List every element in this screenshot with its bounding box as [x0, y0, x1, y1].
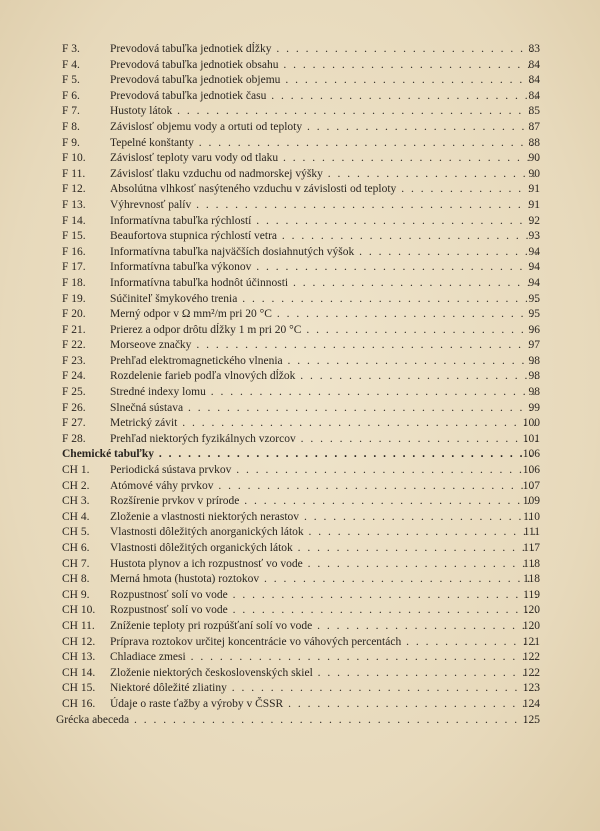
entry-title: Niektoré dôležité zliatiny . . . — [110, 681, 538, 697]
entry-title: Prehľad niektorých fyzikálnych vzorcov . . . — [110, 432, 538, 448]
entry-code: CH 4. — [62, 510, 90, 523]
entry-title: Prevodová tabuľka jednotiek objemu . . . — [110, 73, 538, 89]
entry-page: 101 — [522, 432, 540, 445]
entry-code: F 28. — [62, 432, 86, 445]
entry-page: 122 — [522, 651, 540, 664]
entry-title: Zloženie niektorých československých skiel . . . — [110, 666, 538, 682]
entry-code: CH 16. — [62, 697, 96, 710]
entry-page: 94 — [528, 276, 540, 289]
entry-title: Závislosť tlaku vzduchu od nadmorskej výšky . . . — [110, 167, 538, 183]
entry-title: Hustoty látok . . . — [110, 104, 538, 120]
entry-page: 83 — [528, 43, 540, 55]
toc-entry — [0, 307, 600, 323]
entry-title: Morseove značky . . . — [110, 338, 538, 354]
section-title: Chemické tabuľky . . . — [62, 447, 538, 463]
entry-page: 100 — [522, 417, 540, 430]
physics-tables-list — [0, 42, 600, 447]
toc-entry — [0, 666, 600, 682]
toc-entry — [0, 697, 600, 713]
entry-page: 91 — [528, 198, 540, 211]
entry-title: Prevodová tabuľka jednotiek obsahu . . . — [110, 58, 538, 74]
entry-page: 122 — [522, 666, 540, 679]
entry-title: Informatívna tabuľka najväčších dosiahnutých výšok . . . — [110, 245, 538, 261]
entry-page: 99 — [528, 401, 540, 414]
toc-entry — [0, 525, 600, 541]
entry-code: CH 12. — [62, 635, 96, 648]
table-of-contents — [0, 42, 600, 728]
toc-entry — [0, 494, 600, 510]
toc-entry — [0, 635, 600, 651]
entry-page: 111 — [523, 526, 540, 539]
entry-page: 120 — [522, 604, 540, 617]
entry-title: Zloženie a vlastnosti niektorých nerastov . . . — [110, 510, 538, 526]
toc-entry — [0, 73, 600, 89]
entry-code: F 22. — [62, 339, 86, 352]
entry-code: F 9. — [62, 136, 80, 149]
entry-code: F 6. — [62, 89, 80, 102]
entry-page: 124 — [522, 697, 540, 710]
entry-title: Metrický závit . . . — [110, 416, 538, 432]
toc-entry — [0, 58, 600, 74]
entry-code: F 12. — [62, 183, 86, 196]
entry-code: F 14. — [62, 214, 86, 227]
toc-entry — [0, 385, 600, 401]
entry-title: Rozšírenie prvkov v prírode . . . — [110, 494, 538, 510]
entry-code: CH 13. — [62, 651, 96, 664]
entry-page: 98 — [528, 354, 540, 367]
toc-entry — [0, 338, 600, 354]
entry-code: F 3. — [62, 43, 80, 55]
entry-title: Grécka abeceda . . . — [56, 713, 538, 729]
toc-entry — [0, 167, 600, 183]
toc-entry — [0, 151, 600, 167]
entry-code: F 27. — [62, 417, 86, 430]
entry-code: F 19. — [62, 292, 86, 305]
entry-page: 110 — [523, 510, 540, 523]
entry-title: Údaje o raste ťažby a výroby v ČSSR . . . — [110, 697, 538, 713]
toc-entry — [0, 245, 600, 261]
toc-entry — [0, 136, 600, 152]
entry-title: Súčiniteľ šmykového trenia . . . — [110, 292, 538, 308]
entry-title: Prehľad elektromagnetického vlnenia . . . — [110, 354, 538, 370]
toc-entry — [0, 557, 600, 573]
entry-title: Informatívna tabuľka rýchlostí . . . — [110, 214, 538, 230]
toc-entry — [0, 276, 600, 292]
entry-page: 88 — [528, 136, 540, 149]
entry-code: F 16. — [62, 245, 86, 258]
toc-entry — [0, 416, 600, 432]
entry-code: CH 3. — [62, 495, 90, 508]
entry-page: 90 — [528, 152, 540, 165]
entry-code: CH 9. — [62, 588, 90, 601]
entry-page: 98 — [528, 370, 540, 383]
entry-code: F 7. — [62, 105, 80, 118]
entry-page: 94 — [528, 261, 540, 274]
entry-code: F 8. — [62, 120, 80, 133]
entry-code: F 13. — [62, 198, 86, 211]
entry-title: Informatívna tabuľka výkonov . . . — [110, 260, 538, 276]
toc-entry — [0, 89, 600, 105]
toc-entry — [0, 214, 600, 230]
section-page: 106 — [522, 448, 540, 461]
entry-page: 118 — [523, 573, 540, 586]
entry-title: Zníženie teploty pri rozpúšťaní solí vo vode . . . — [110, 619, 538, 635]
entry-page: 118 — [523, 557, 540, 570]
entry-page: 91 — [528, 183, 540, 196]
entry-code: F 10. — [62, 152, 86, 165]
toc-entry — [0, 182, 600, 198]
entry-code: F 17. — [62, 261, 86, 274]
entry-title: Rozpustnosť solí vo vode . . . — [110, 588, 538, 604]
entry-title: Chladiace zmesi . . . — [110, 650, 538, 666]
entry-code: CH 5. — [62, 526, 90, 539]
entry-page: 93 — [528, 230, 540, 243]
toc-entry — [0, 354, 600, 370]
entry-page: 96 — [528, 323, 540, 336]
entry-code: F 15. — [62, 230, 86, 243]
entry-page: 85 — [528, 105, 540, 118]
entry-page: 109 — [522, 495, 540, 508]
toc-entry — [0, 572, 600, 588]
entry-title: Informatívna tabuľka hodnôt účinnosti . . . — [110, 276, 538, 292]
entry-title: Rozpustnosť solí vo vode . . . — [110, 603, 538, 619]
entry-code: F 11. — [62, 167, 86, 180]
entry-title: Vlastnosti dôležitých organických látok . . . — [110, 541, 538, 557]
entry-page: 90 — [528, 167, 540, 180]
toc-entry — [0, 104, 600, 120]
entry-code: F 23. — [62, 354, 86, 367]
entry-code: CH 6. — [62, 542, 90, 554]
toc-entry — [0, 42, 600, 58]
entry-code: F 25. — [62, 386, 86, 399]
entry-title: Prevodová tabuľka jednotiek času . . . — [110, 89, 538, 105]
toc-entry — [0, 323, 600, 339]
entry-page: 84 — [528, 74, 540, 87]
entry-page: 107 — [522, 479, 540, 492]
toc-entry-greek-alphabet — [0, 713, 600, 729]
entry-title: Príprava roztokov určitej koncentrácie vo váhových percentách . . . — [110, 635, 538, 651]
entry-page: 92 — [528, 214, 540, 227]
entry-page: 119 — [523, 588, 540, 601]
entry-title: Rozdelenie farieb podľa vlnových dĺžok . . . — [110, 369, 538, 385]
toc-entry — [0, 432, 600, 448]
entry-title: Beaufortova stupnica rýchlostí vetra . . . — [110, 229, 538, 245]
entry-title: Tepelné konštanty . . . — [110, 136, 538, 152]
entry-page: 94 — [528, 245, 540, 258]
entry-code: CH 14. — [62, 666, 96, 679]
entry-title: Periodická sústava prvkov . . . — [110, 463, 538, 479]
toc-entry — [0, 619, 600, 635]
entry-page: 106 — [522, 464, 540, 477]
entry-title: Závislosť objemu vody a ortuti od teploty . . . — [110, 120, 538, 136]
entry-page: 84 — [528, 58, 540, 71]
toc-entry — [0, 198, 600, 214]
entry-page: 117 — [523, 542, 540, 554]
toc-entry — [0, 603, 600, 619]
toc-entry — [0, 681, 600, 697]
entry-code: F 20. — [62, 308, 86, 321]
entry-title: Merný odpor v Ω mm²/m pri 20 °C . . . — [110, 307, 538, 323]
toc-entry — [0, 510, 600, 526]
entry-page: 97 — [528, 339, 540, 352]
entry-page: 95 — [528, 292, 540, 305]
entry-title: Atómové váhy prvkov . . . — [110, 479, 538, 495]
entry-code: F 18. — [62, 276, 86, 289]
entry-code: CH 15. — [62, 682, 96, 695]
toc-entry — [0, 588, 600, 604]
entry-page: 123 — [522, 682, 540, 695]
entry-code: CH 2. — [62, 479, 90, 492]
toc-entry — [0, 260, 600, 276]
entry-code: F 24. — [62, 370, 86, 383]
entry-page: 120 — [522, 619, 540, 632]
entry-title: Slnečná sústava . . . — [110, 401, 538, 417]
entry-title: Závislosť teploty varu vody od tlaku . . . — [110, 151, 538, 167]
entry-code: CH 8. — [62, 573, 90, 586]
entry-code: CH 11. — [62, 619, 95, 632]
entry-page: 98 — [528, 386, 540, 399]
entry-title: Výhrevnosť palív . . . — [110, 198, 538, 214]
entry-code: CH 1. — [62, 464, 90, 477]
entry-title: Merná hmota (hustota) roztokov . . . — [110, 572, 538, 588]
toc-entry — [0, 463, 600, 479]
entry-code: F 5. — [62, 74, 80, 87]
entry-title: Prevodová tabuľka jednotiek dĺžky . . . — [110, 42, 538, 58]
entry-code: F 21. — [62, 323, 86, 336]
entry-code: F 26. — [62, 401, 86, 414]
entry-code: CH 10. — [62, 604, 96, 617]
toc-entry — [0, 401, 600, 417]
section-heading-chemistry — [0, 447, 600, 463]
entry-title: Absolútna vlhkosť nasýteného vzduchu v závislosti od teploty . . . — [110, 182, 538, 198]
entry-page: 125 — [522, 713, 540, 726]
toc-entry — [0, 650, 600, 666]
toc-entry — [0, 541, 600, 557]
toc-entry — [0, 292, 600, 308]
toc-entry — [0, 369, 600, 385]
entry-title: Vlastnosti dôležitých anorganických látok . . . — [110, 525, 538, 541]
entry-page: 84 — [528, 89, 540, 102]
entry-title: Hustota plynov a ich rozpustnosť vo vode . . . — [110, 557, 538, 573]
entry-code: CH 7. — [62, 557, 90, 570]
toc-entry — [0, 229, 600, 245]
entry-page: 121 — [522, 635, 540, 648]
entry-title: Stredné indexy lomu . . . — [110, 385, 538, 401]
entry-title: Prierez a odpor drôtu dĺžky 1 m pri 20 °C . . . — [110, 323, 538, 339]
toc-entry — [0, 120, 600, 136]
entry-page: 87 — [528, 120, 540, 133]
toc-entry — [0, 479, 600, 495]
entry-page: 95 — [528, 308, 540, 321]
chemistry-tables-list — [0, 463, 600, 713]
entry-code: F 4. — [62, 58, 80, 71]
